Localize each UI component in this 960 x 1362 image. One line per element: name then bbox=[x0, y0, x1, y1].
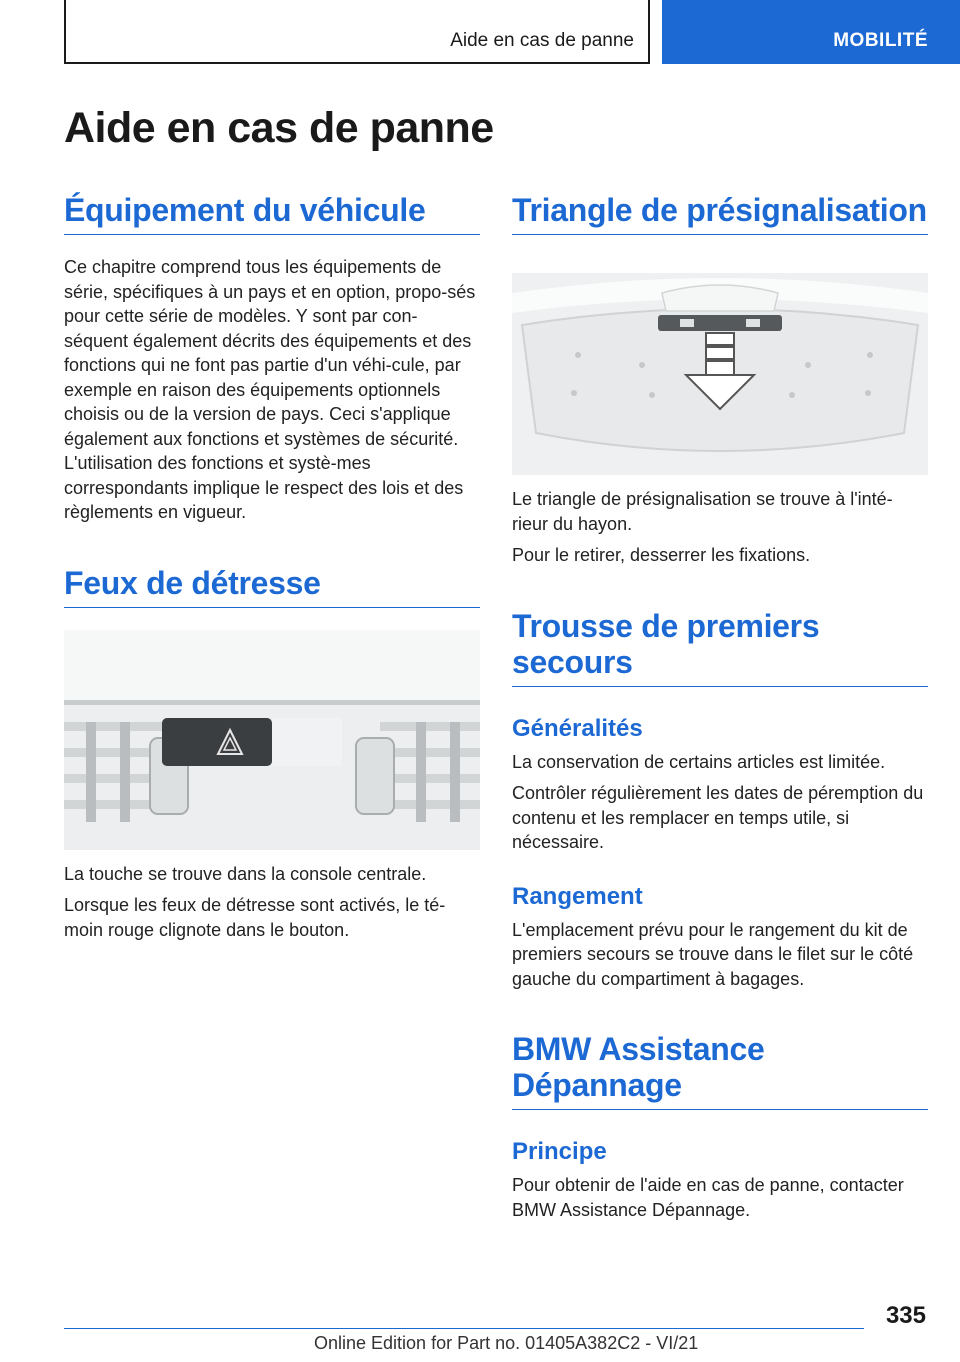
header-section-box bbox=[64, 0, 650, 64]
footer-edition: Online Edition for Part no. 01405A382C2 - VI/21 bbox=[314, 1333, 699, 1353]
section-heading-hazard: Feux de détresse bbox=[64, 565, 480, 608]
section-heading-triangle: Triangle de présignalisation bbox=[512, 192, 928, 235]
equipment-paragraph: Ce chapitre comprend tous les équipements de série, spécifiques à un pays et en option, propo-sés pour cette série de modèles. Y sont par con-séquent également décrits des équipements et des fonctions qui ne font pas partie d'un véhi-cule, par exemple en raison des équipements optionnels choisis ou de la version de pays. Ceci s'applique également aux fonctions et systèmes de sécurité. L'utilisation des fonctions et systè-mes correspondants implique le respect des lois et des règlements en vigueur. bbox=[64, 257, 476, 522]
page-number: 335 bbox=[885, 1302, 926, 1329]
header-chapter-tab[interactable] bbox=[662, 0, 960, 64]
subheading-storage: Rangement bbox=[512, 882, 643, 910]
section-heading-first-aid: Trousse de premiers secours bbox=[512, 608, 928, 687]
general-text-2: Contrôler régulièrement les dates de péremption du contenu et les remplacer en temps utile, si nécessaire. bbox=[512, 783, 924, 852]
hazard-button-image bbox=[64, 630, 480, 850]
storage-text: L'emplacement prévu pour le rangement du kit de premiers secours se trouve dans le filet sur le côté gauche du compartiment à bagages. bbox=[512, 919, 914, 989]
section-heading-equipment: Équipement du véhicule bbox=[64, 192, 480, 235]
hazard-indicator-text: Lorsque les feux de détresse sont activés, le té-moin rouge clignote dans le bouton. bbox=[64, 895, 446, 940]
subheading-general: Généralités bbox=[512, 714, 643, 742]
triangle-location-text: Le triangle de présignalisation se trouve à l'inté-rieur du hayon. bbox=[512, 489, 893, 534]
header-chapter-label: MOBILITÉ bbox=[833, 30, 928, 51]
triangle-removal-text: Pour le retirer, desserrer les fixations. bbox=[512, 545, 811, 565]
header-section-label: Aide en cas de panne bbox=[450, 30, 634, 51]
subheading-principle: Principe bbox=[512, 1138, 607, 1165]
general-text-1: La conservation de certains articles est limitée. bbox=[512, 751, 886, 772]
warning-triangle-image bbox=[512, 273, 928, 475]
footer-divider bbox=[64, 1328, 864, 1329]
section-heading-bmw-assistance: BMW Assistance Dépannage bbox=[512, 1031, 928, 1110]
principle-text: Pour obtenir de l'aide en cas de panne, contacter BMW Assistance Dépannage. bbox=[512, 1175, 904, 1220]
right-column bbox=[512, 192, 928, 1222]
page-title: Aide en cas de panne bbox=[64, 104, 494, 152]
hazard-location-text: La touche se trouve dans la console centrale. bbox=[64, 863, 427, 884]
left-column bbox=[64, 192, 480, 942]
